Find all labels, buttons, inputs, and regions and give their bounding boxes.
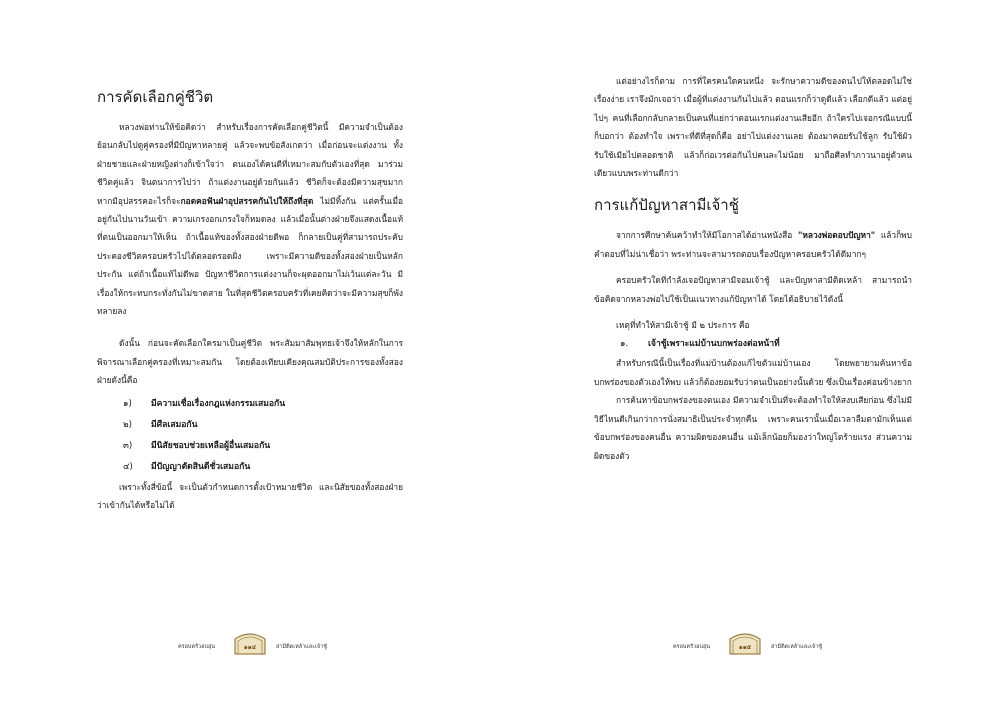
paragraph <box>97 118 403 320</box>
paragraph-text: จากการศึกษาค้นคว้าทำให้มีโอกาสได้อ่านหนังสือ <box>616 230 798 241</box>
emphasis-text: กอดคอฟันฝ่าอุปสรรคกันไปให้ถึงที่สุด <box>180 195 314 206</box>
right-page <box>500 0 1000 707</box>
list-number: ๔) <box>123 461 133 472</box>
list-item-text: มีปัญญาตัดสินดีชั่วเสมอกัน <box>151 461 251 472</box>
left-text-column <box>97 88 403 515</box>
emphasis-text: "หลวงพ่อตอบปัญหา" <box>797 230 876 241</box>
paragraph: แต่อย่างไรก็ตาม การที่ใครคนใดคนหนึ่ง จะรักษาความดีของตนไปให้ตลอดไม่ใช่เรื่องง่าย เราจึงมักเจอว่า เมื่อผู้ที่แต่งงานกันไปแล้ว ตอนแรกก็ว่าดูดีแล้ว เลือกดีแล้ว แต่อยู่ไปๆ คนที่เลือกกลับกลายเป็นคนที่แย่กว่าตอนแรกแต่งงานเสียอีก ถ้าใครไปเจอกรณีแบบนี้ก็บอกว่า ต้องทำใจ เพราะที่ดีที่สุดก็คือ อย่าไปแต่งงานเลย ต้องมาคอยรับใช้ลูก รับใช้ผัว รับใช้เมียไปตลอดชาติ แล้วก็ก่อเวรต่อกันไปคนละไม่น้อย มาถือศีลทำภาวนาอยู่ตัวคนเดียวแบบพระท่านดีกว่า <box>594 76 912 179</box>
page-number: ๑๑๕ <box>738 644 752 651</box>
list-number: ๒) <box>123 419 133 430</box>
list-item <box>97 415 403 436</box>
paragraph <box>594 226 912 263</box>
paragraph: ดังนั้น ก่อนจะคัดเลือกใครมาเป็นคู่ชีวิต พระสัมมาสัมพุทธเจ้าจึงให้หลักในการพิจารณาเลือกคู่ครองที่เหมาะสมกัน โดยต้องเทียบเคียงคุณสมบัติประการของทั้งสองฝ่ายดังนี้คือ <box>97 338 403 386</box>
paragraph-text: ไม่มีทิ้งกัน แต่ครั้นเมื่ออยู่กันไปนานวันเข้า ความเกรงอกเกรงใจก็หมดลง แล้วเมื่อนั้นต่างฝ่ายจึงแสดงเนื้อแท้ที่ตนเป็นออกมาให้เห็น ถ้าเนื้อแท้ของทั้งสองฝ่ายดีพอ ก็กลายเป็นคู่ที่สามารถประคับประคองชีวิตครอบครัวไปได้ตลอดรอดฝั่ง เพราะมีความดีของทั้งสองฝ่ายเป็นหลักประกัน แต่ถ้าเนื้อแท้ไม่ดีพอ ปัญหาชีวิตการแต่งงานก็จะผุดออกมาไม่เว้นแต่ละวัน มีเรื่องให้กระทบกระทั่งกันไม่ขาดสาย ในที่สุดชีวิตครอบครัวที่เคยคิดว่าจะมีความสุขก็พังทลายลง <box>97 195 403 317</box>
qualities-list <box>97 394 403 478</box>
page-footer <box>611 631 871 657</box>
page-number: ๑๑๔ <box>243 644 257 651</box>
cause-item <box>594 334 912 354</box>
list-item <box>97 457 403 478</box>
section-heading-choosing-partner: การคัดเลือกคู่ชีวิต <box>97 88 214 106</box>
section-heading-womanizer-husband: การแก้ปัญหาสามีเจ้าชู้ <box>594 196 739 215</box>
list-item-text: เจ้าชู้เพราะแม่บ้านบกพร่องต่อหน้าที่ <box>648 339 780 350</box>
paragraph: เพราะทั้งสี่ข้อนี้ จะเป็นตัวกำหนดการตั้งเป้าหมายชีวิต และนิสัยของทั้งสองฝ่ายว่าเข้ากันได้หรือไม่ได้ <box>97 481 403 511</box>
page-footer <box>116 631 376 657</box>
paragraph: สำหรับกรณีนี้เป็นเรื่องที่แม่บ้านต้องแก้ไขตัวแม่บ้านเอง โดยพยายามค้นหาข้อบกพร่องของตัวเองให้พบ แล้วก็ต้องยอมรับว่าตนเป็นอย่างนั้นด้วย ซึ่งเป็นเรื่องค่อนข้างยาก <box>594 358 912 387</box>
list-number: ๓) <box>123 440 133 451</box>
list-item <box>97 394 403 415</box>
footer-book-title: ครอบครัวอบอุ่น <box>178 644 216 650</box>
list-item-text: มีความเชื่อเรื่องกฎแห่งกรรมเสมอกัน <box>151 398 286 409</box>
footer-chapter-title: สามีติดเหล้าและเจ้าชู้ <box>771 644 822 650</box>
list-item <box>97 436 403 457</box>
list-item-text: มีศีลเสมอกัน <box>151 419 198 430</box>
paragraph: การค้นหาข้อบกพร่องของตนเอง มีความจำเป็นที่จะต้องทำใจให้สงบเสียก่อน ซึ่งไม่มีวิธีไหนดีเกินกว่าการนั่งสมาธิเป็นประจำทุกคืน เพราะคนเรานั้นเมื่อเวลาลืมตามักเห็นแต่ข้อบกพร่องของคนอื่น ความผิดของคนอื่น แม้เล็กน้อยก็มองว่าใหญ่โตร้ายแรง ส่วนความผิดของตัว <box>594 395 912 461</box>
paragraph-text: แล้วก็พบคำตอบที่ไม่น่าเชื่อว่า พระท่านจะสามารถตอบเรื่องปัญหาครอบครัวได้ดีมากๆ <box>594 230 912 259</box>
footer-book-title: ครอบครัวอบอุ่น <box>673 644 711 650</box>
paragraph: เหตุที่ทำให้สามีเจ้าชู้ มี ๒ ประการ คือ <box>616 320 750 331</box>
paragraph: ครอบครัวใดที่กำลังเจอปัญหาสามีจอมเจ้าชู้ และปัญหาสามีติดเหล้า สามารถนำข้อคิดจากหลวงพ่อไปใช้เป็นแนวทางแก้ปัญหาได้ โดยได้อธิบายไว้ดังนี้ <box>594 275 912 304</box>
list-number: ๑) <box>123 398 132 409</box>
list-item-text: มีนิสัยชอบช่วยเหลือผู้อื่นเสมอกัน <box>151 440 271 451</box>
footer-chapter-title: สามีติดเหล้าและเจ้าชู้ <box>276 644 327 650</box>
right-text-column <box>594 72 912 465</box>
paragraph-text: หลวงพ่อท่านให้ข้อคิดว่า สำหรับเรื่องการคัดเลือกคู่ชีวิตนี้ มีความจำเป็นต้องย้อนกลับไปดูคู่ครองที่มีปัญหาหลายคู่ แล้วจะพบข้อสังเกตว่า เมื่อก่อนจะแต่งงาน ทั้งฝ่ายชายและฝ่ายหญิงต่างก็เข้าใจว่า ตนเองได้คนดีที่เหมาะสมกับตัวเองที่สุด มาร่วมชีวิตคู่แล้ว จินตนาการไปว่า ถ้าแต่งงานอยู่ด้วยกันแล้ว ชีวิตก็จะต้องมีความสุขมาก หากมีอุปสรรคอะไรก็จะ <box>97 122 403 206</box>
list-number: ๑. <box>620 339 629 350</box>
